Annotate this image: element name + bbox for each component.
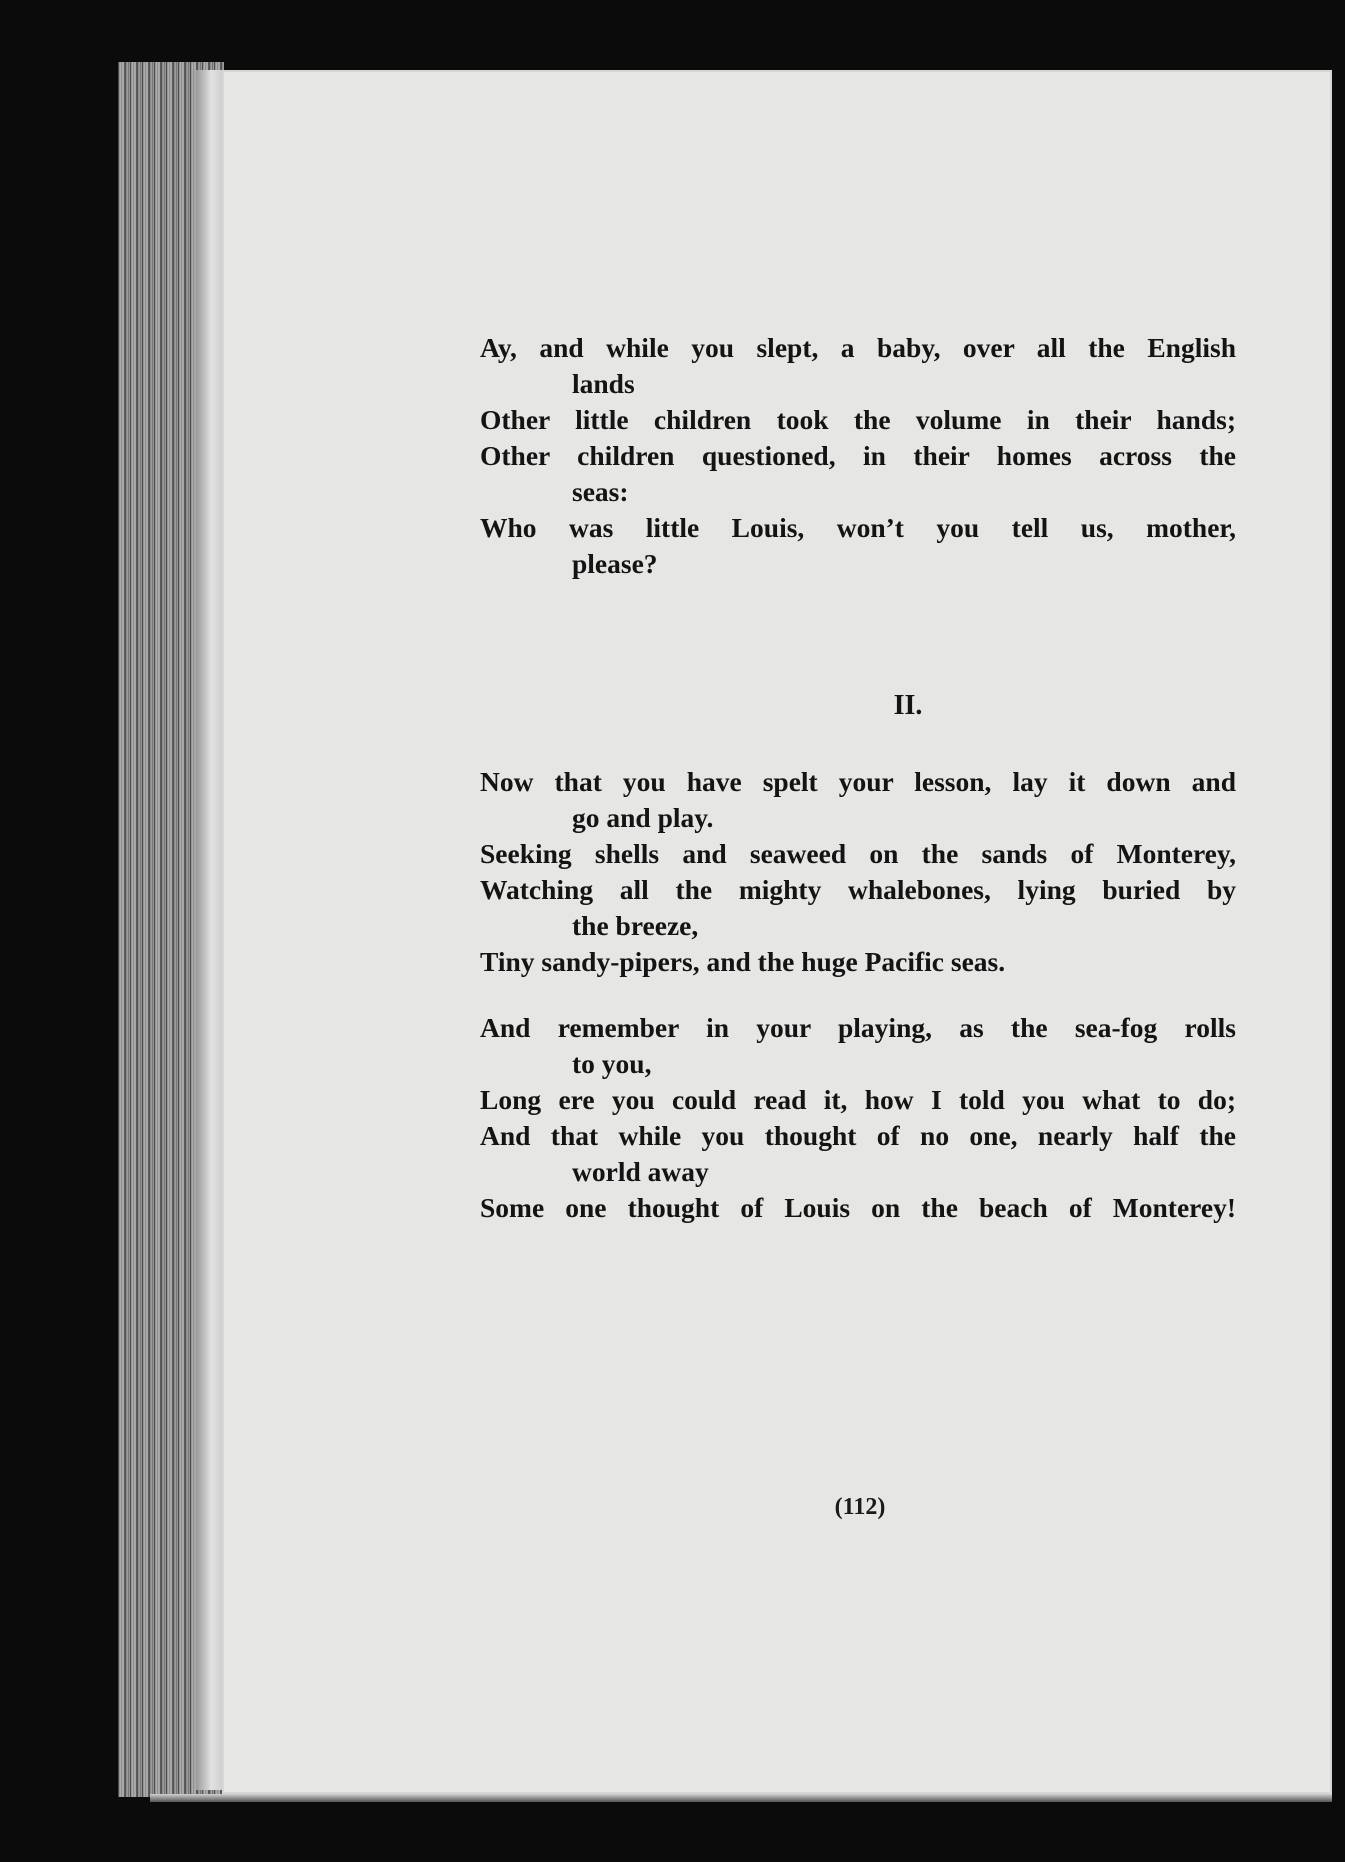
verse-line: Some one thought of Louis on the beach of Monterey! [480,1192,1236,1223]
stanza-section-two-second [480,1010,1236,1226]
verse-line: Watching all the mighty whalebones, lying buried by [480,874,1236,905]
verse-line: Ay, and while you slept, a baby, over all the English [480,332,1236,363]
stanza-section-one [480,330,1236,582]
section-heading: II. [893,690,923,721]
verse-line-continuation: please? [572,548,658,579]
verse-line: Long ere you could read it, how I told you what to do; [480,1084,1236,1115]
verse-line: Tiny sandy-pipers, and the huge Pacific seas. [480,946,1006,977]
verse-line-continuation: lands [572,368,635,399]
verse-line-continuation: go and play. [572,802,714,833]
verse-line: And that while you thought of no one, nearly half the [480,1120,1236,1151]
verse-line: Other little children took the volume in their hands; [480,404,1236,435]
verse-line-continuation: seas: [572,476,629,507]
page-number: (112) [834,1494,886,1520]
verse-line: Seeking shells and seaweed on the sands of Monterey, [480,838,1236,869]
verse-line: Who was little Louis, won’t you tell us, mother, [480,512,1236,543]
verse-line: Other children questioned, in their homes across the [480,440,1236,471]
verse-line-continuation: to you, [572,1048,652,1079]
verse-line-continuation: world away [572,1156,709,1187]
stanza-section-two-first [480,764,1236,980]
poem-text [480,330,1236,1226]
verse-line: And remember in your playing, as the sea-fog rolls [480,1012,1236,1043]
verse-line-continuation: the breeze, [572,910,699,941]
verse-line: Now that you have spelt your lesson, lay it down and [480,766,1236,797]
book-bottom-edge [150,1794,1332,1802]
book-page-edges-inner [196,70,222,1790]
